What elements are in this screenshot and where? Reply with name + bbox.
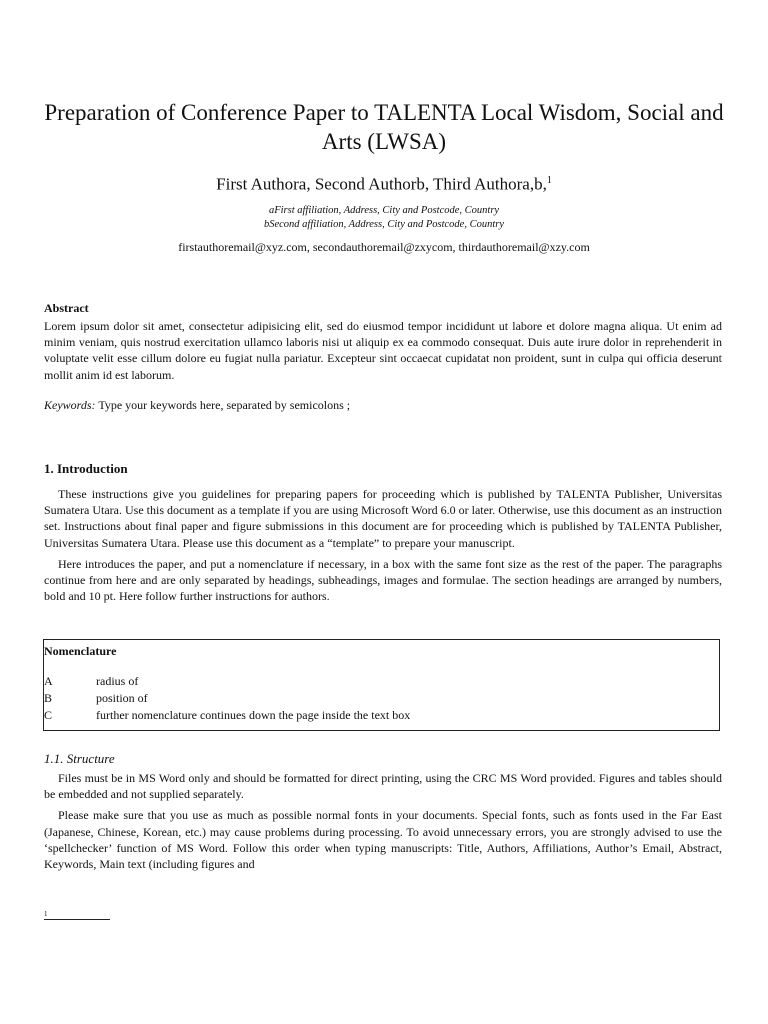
- affiliation-a: aFirst affiliation, Address, City and Postcode, Country: [268, 205, 500, 216]
- paragraph: Please make sure that you use as much as possible normal fonts in your documents. Special fonts, such as fonts used in the Far East (Japanese, Chinese, Korean, etc.) may cause problems during processing. To avoid unnecessary errors, you are strongly advised to use the ‘spellchecker’ function of MS Word. Follow this order when typing manuscripts: Title, Authors, Affiliations, Author’s Email, Abstract, Keywords, Main text (including figures and: [44, 808, 722, 872]
- footnote-mark: 1: [44, 910, 48, 918]
- subsection-heading-structure: 1.1. Structure: [44, 751, 115, 766]
- author-emails: firstauthoremail@xyz.com, secondauthoremail@zxycom, thirdauthoremail@xzy.com: [178, 240, 590, 254]
- author-names: First Authora, Second Authorb, Third Authora,b,: [216, 174, 547, 194]
- keywords-label: Keywords:: [44, 398, 96, 412]
- nomenclature-box: [43, 639, 720, 731]
- nomenclature-title: Nomenclature: [44, 644, 117, 658]
- section-heading-introduction: 1. Introduction: [44, 461, 128, 476]
- abstract-heading: Abstract: [44, 301, 89, 315]
- nomenclature-symbol: C: [44, 708, 53, 722]
- footnote-rule: [44, 919, 110, 920]
- structure-body: [44, 770, 722, 877]
- paragraph: Here introduces the paper, and put a nomenclature if necessary, in a box with the same font size as the rest of the paper. The paragraphs continue from here and are only separated by headings, subheadings, images and formulae. The section headings are arranged by numbers, bold and 10 pt. Here follow further instructions for authors.: [44, 556, 722, 604]
- nomenclature-definition: further nomenclature continues down the page inside the text box: [96, 708, 411, 722]
- paragraph: These instructions give you guidelines for preparing papers for proceeding which is published by TALENTA Publisher, Universitas Sumatera Utara. Use this document as a template if you are using Microsoft Word 6.0 or later. Otherwise, use this document as an instruction set. Instructions about final paper and figure submissions in this document are for proceeding which is published by TALENTA Publisher, Universitas Sumatera Utara. Please use this document as a “template” to prepare your manuscript.: [44, 487, 722, 550]
- nomenclature-symbol: B: [44, 691, 53, 705]
- abstract-text: Lorem ipsum dolor sit amet, consectetur adipisicing elit, sed do eiusmod tempor incididunt ut labore et dolore magna aliqua. Ut enim ad minim veniam, quis nostrud exercitation ullamco laboris nisi ut aliquip ex ea commodo consequat. Duis aute irure dolor in reprehenderit in voluptate velit esse cillum dolore eu fugiat nulla pariatur. Excepteur sint occaecat cupidatat non proident, sunt in culpa qui officia deserunt mollit anim id est laborum.: [44, 319, 722, 382]
- introduction-body: [44, 486, 722, 609]
- author-footnote-mark: 1: [546, 175, 552, 186]
- paragraph: Files must be in MS Word only and should be formatted for direct printing, using the CRC MS Word provided. Figures and tables should be embedded and not supplied separately.: [44, 771, 722, 802]
- nomenclature-definition: position of: [96, 691, 148, 705]
- author-list: [40, 170, 728, 196]
- paper-title: Preparation of Conference Paper to TALENTA Local Wisdom, Social and Arts (LWSA): [44, 100, 724, 154]
- nomenclature-symbol: A: [44, 674, 53, 688]
- affiliation-b: bSecond affiliation, Address, City and Postcode, Country: [263, 219, 505, 230]
- keywords-text: Type your keywords here, separated by semicolons ;: [98, 398, 351, 412]
- nomenclature-definition: radius of: [96, 674, 139, 688]
- keywords-line: [44, 397, 722, 413]
